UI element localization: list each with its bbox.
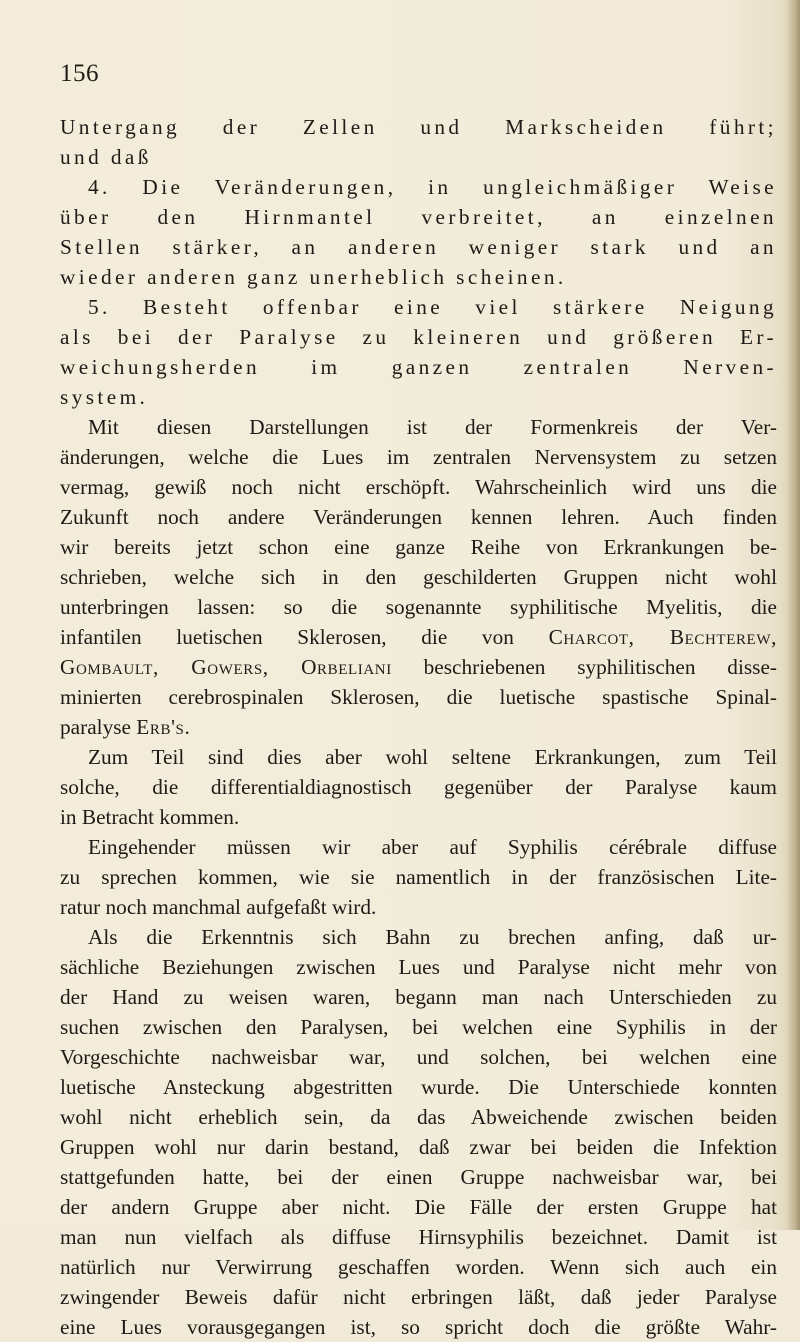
text-line xyxy=(60,862,777,892)
text-span: der andern Gruppe aber nicht. Die Fälle der ersten Gruppe hat xyxy=(60,1195,777,1219)
text-line xyxy=(60,802,777,832)
text-line xyxy=(60,622,777,652)
text-span: wir bereits jetzt schon eine ganze Reihe von Erkrankungen be- xyxy=(60,535,777,559)
text-span: wieder anderen ganz unerheblich scheinen. xyxy=(60,265,567,289)
text-line xyxy=(60,1132,777,1162)
text-line xyxy=(60,892,777,922)
text-line xyxy=(60,562,777,592)
text-line xyxy=(60,172,777,202)
text-span: weichungsherden im ganzen zentralen Nerven- xyxy=(60,355,777,379)
text-span: paralyse xyxy=(60,715,131,739)
body-text xyxy=(60,112,777,1342)
author-names: Erb's. xyxy=(136,715,191,739)
text-span: solche, die differentialdiagnostisch gegenüber der Paralyse kaum xyxy=(60,775,777,799)
text-line xyxy=(60,202,777,232)
text-line xyxy=(60,292,777,322)
text-span: schrieben, welche sich in den geschilderten Gruppen nicht wohl xyxy=(60,565,777,589)
text-span: man nun vielfach als diffuse Hirnsyphilis bezeichnet. Damit ist xyxy=(60,1225,777,1249)
text-line xyxy=(60,1312,777,1342)
text-line xyxy=(60,1072,777,1102)
text-line xyxy=(60,952,777,982)
text-span: Als die Erkenntnis sich Bahn zu brechen anfing, daß ur- xyxy=(88,925,777,949)
text-span: 5. Besteht offenbar eine viel stärkere Neigung xyxy=(88,295,777,319)
text-line xyxy=(60,1252,777,1282)
text-span: über den Hirnmantel verbreitet, an einzelnen xyxy=(60,205,777,229)
text-span: zwingender Beweis dafür nicht erbringen läßt, daß jeder Paralyse xyxy=(60,1285,777,1309)
text-line xyxy=(60,922,777,952)
text-line xyxy=(60,712,777,742)
text-line xyxy=(60,502,777,532)
text-line xyxy=(60,652,777,682)
page-edge-shadow xyxy=(786,0,800,1230)
text-span: stattgefunden hatte, bei der einen Gruppe nachweisbar war, bei xyxy=(60,1165,777,1189)
text-span: Zum Teil sind dies aber wohl seltene Erkrankungen, zum Teil xyxy=(88,745,777,769)
text-span: ratur noch manchmal aufgefaßt wird. xyxy=(60,895,377,919)
author-names: Charcot, Bechterew, xyxy=(548,625,778,649)
text-span: vermag, gewiß noch nicht erschöpft. Wahrscheinlich wird uns die xyxy=(60,475,777,499)
text-span: Vorgeschichte nachweisbar war, und solchen, bei welchen eine xyxy=(60,1045,777,1069)
text-span: minierten cerebrospinalen Sklerosen, die luetische spastische Spinal- xyxy=(60,685,777,709)
text-span: system. xyxy=(60,385,149,409)
text-line xyxy=(60,142,777,172)
text-span: Stellen stärker, an anderen weniger stark und an xyxy=(60,235,777,259)
text-line xyxy=(60,1282,777,1312)
text-line xyxy=(60,412,777,442)
text-span: suchen zwischen den Paralysen, bei welchen eine Syphilis in der xyxy=(60,1015,777,1039)
text-line xyxy=(60,1102,777,1132)
text-line xyxy=(60,1012,777,1042)
text-line xyxy=(60,472,777,502)
text-line xyxy=(60,112,777,142)
text-span: sächliche Beziehungen zwischen Lues und Paralyse nicht mehr von xyxy=(60,955,777,979)
text-line xyxy=(60,982,777,1012)
text-span: Zukunft noch andere Veränderungen kennen lehren. Auch finden xyxy=(60,505,777,529)
text-span: luetische Ansteckung abgestritten wurde. Die Unterschiede konnten xyxy=(60,1075,777,1099)
text-line xyxy=(60,322,777,352)
text-span: und daß xyxy=(60,145,152,169)
text-line xyxy=(60,232,777,262)
text-line xyxy=(60,1042,777,1072)
text-line xyxy=(60,1222,777,1252)
page-number: 156 xyxy=(60,60,99,87)
text-line xyxy=(60,832,777,862)
text-line xyxy=(60,262,777,292)
text-span: als bei der Paralyse zu kleineren und größeren Er- xyxy=(60,325,777,349)
text-line xyxy=(60,532,777,562)
text-span: Mit diesen Darstellungen ist der Formenkreis der Ver- xyxy=(88,415,777,439)
text-span: 4. Die Veränderungen, in ungleichmäßiger Weise xyxy=(88,175,777,199)
text-span: Untergang der Zellen und Markscheiden führt; xyxy=(60,115,777,139)
text-line xyxy=(60,442,777,472)
text-line xyxy=(60,352,777,382)
text-line xyxy=(60,682,777,712)
text-span: der Hand zu weisen waren, begann man nach Unterschieden zu xyxy=(60,985,777,1009)
text-span: in Betracht kommen. xyxy=(60,805,240,829)
text-line xyxy=(60,742,777,772)
text-span: beschriebenen syphilitischen disse- xyxy=(391,655,777,679)
text-line xyxy=(60,772,777,802)
text-line xyxy=(60,1192,777,1222)
text-span: infantilen luetischen Sklerosen, die von xyxy=(60,625,514,649)
author-names: Gombault, Gowers, Orbeliani xyxy=(60,655,392,679)
text-line xyxy=(60,382,777,412)
text-span: zu sprechen kommen, wie sie namentlich in der französischen Lite- xyxy=(60,865,777,889)
text-span: unterbringen lassen: so die sogenannte syphilitische Myelitis, die xyxy=(60,595,777,619)
text-span: Gruppen wohl nur darin bestand, daß zwar bei beiden die Infektion xyxy=(60,1135,777,1159)
text-line xyxy=(60,592,777,622)
text-span: eine Lues vorausgegangen ist, so spricht doch die größte Wahr- xyxy=(60,1315,777,1339)
text-line xyxy=(60,1162,777,1192)
text-span: Eingehender müssen wir aber auf Syphilis cérébrale diffuse xyxy=(88,835,777,859)
text-span: natürlich nur Verwirrung geschaffen worden. Wenn sich auch ein xyxy=(60,1255,777,1279)
text-span: wohl nicht erheblich sein, da das Abweichende zwischen beiden xyxy=(60,1105,777,1129)
text-span: änderungen, welche die Lues im zentralen Nervensystem zu setzen xyxy=(60,445,777,469)
